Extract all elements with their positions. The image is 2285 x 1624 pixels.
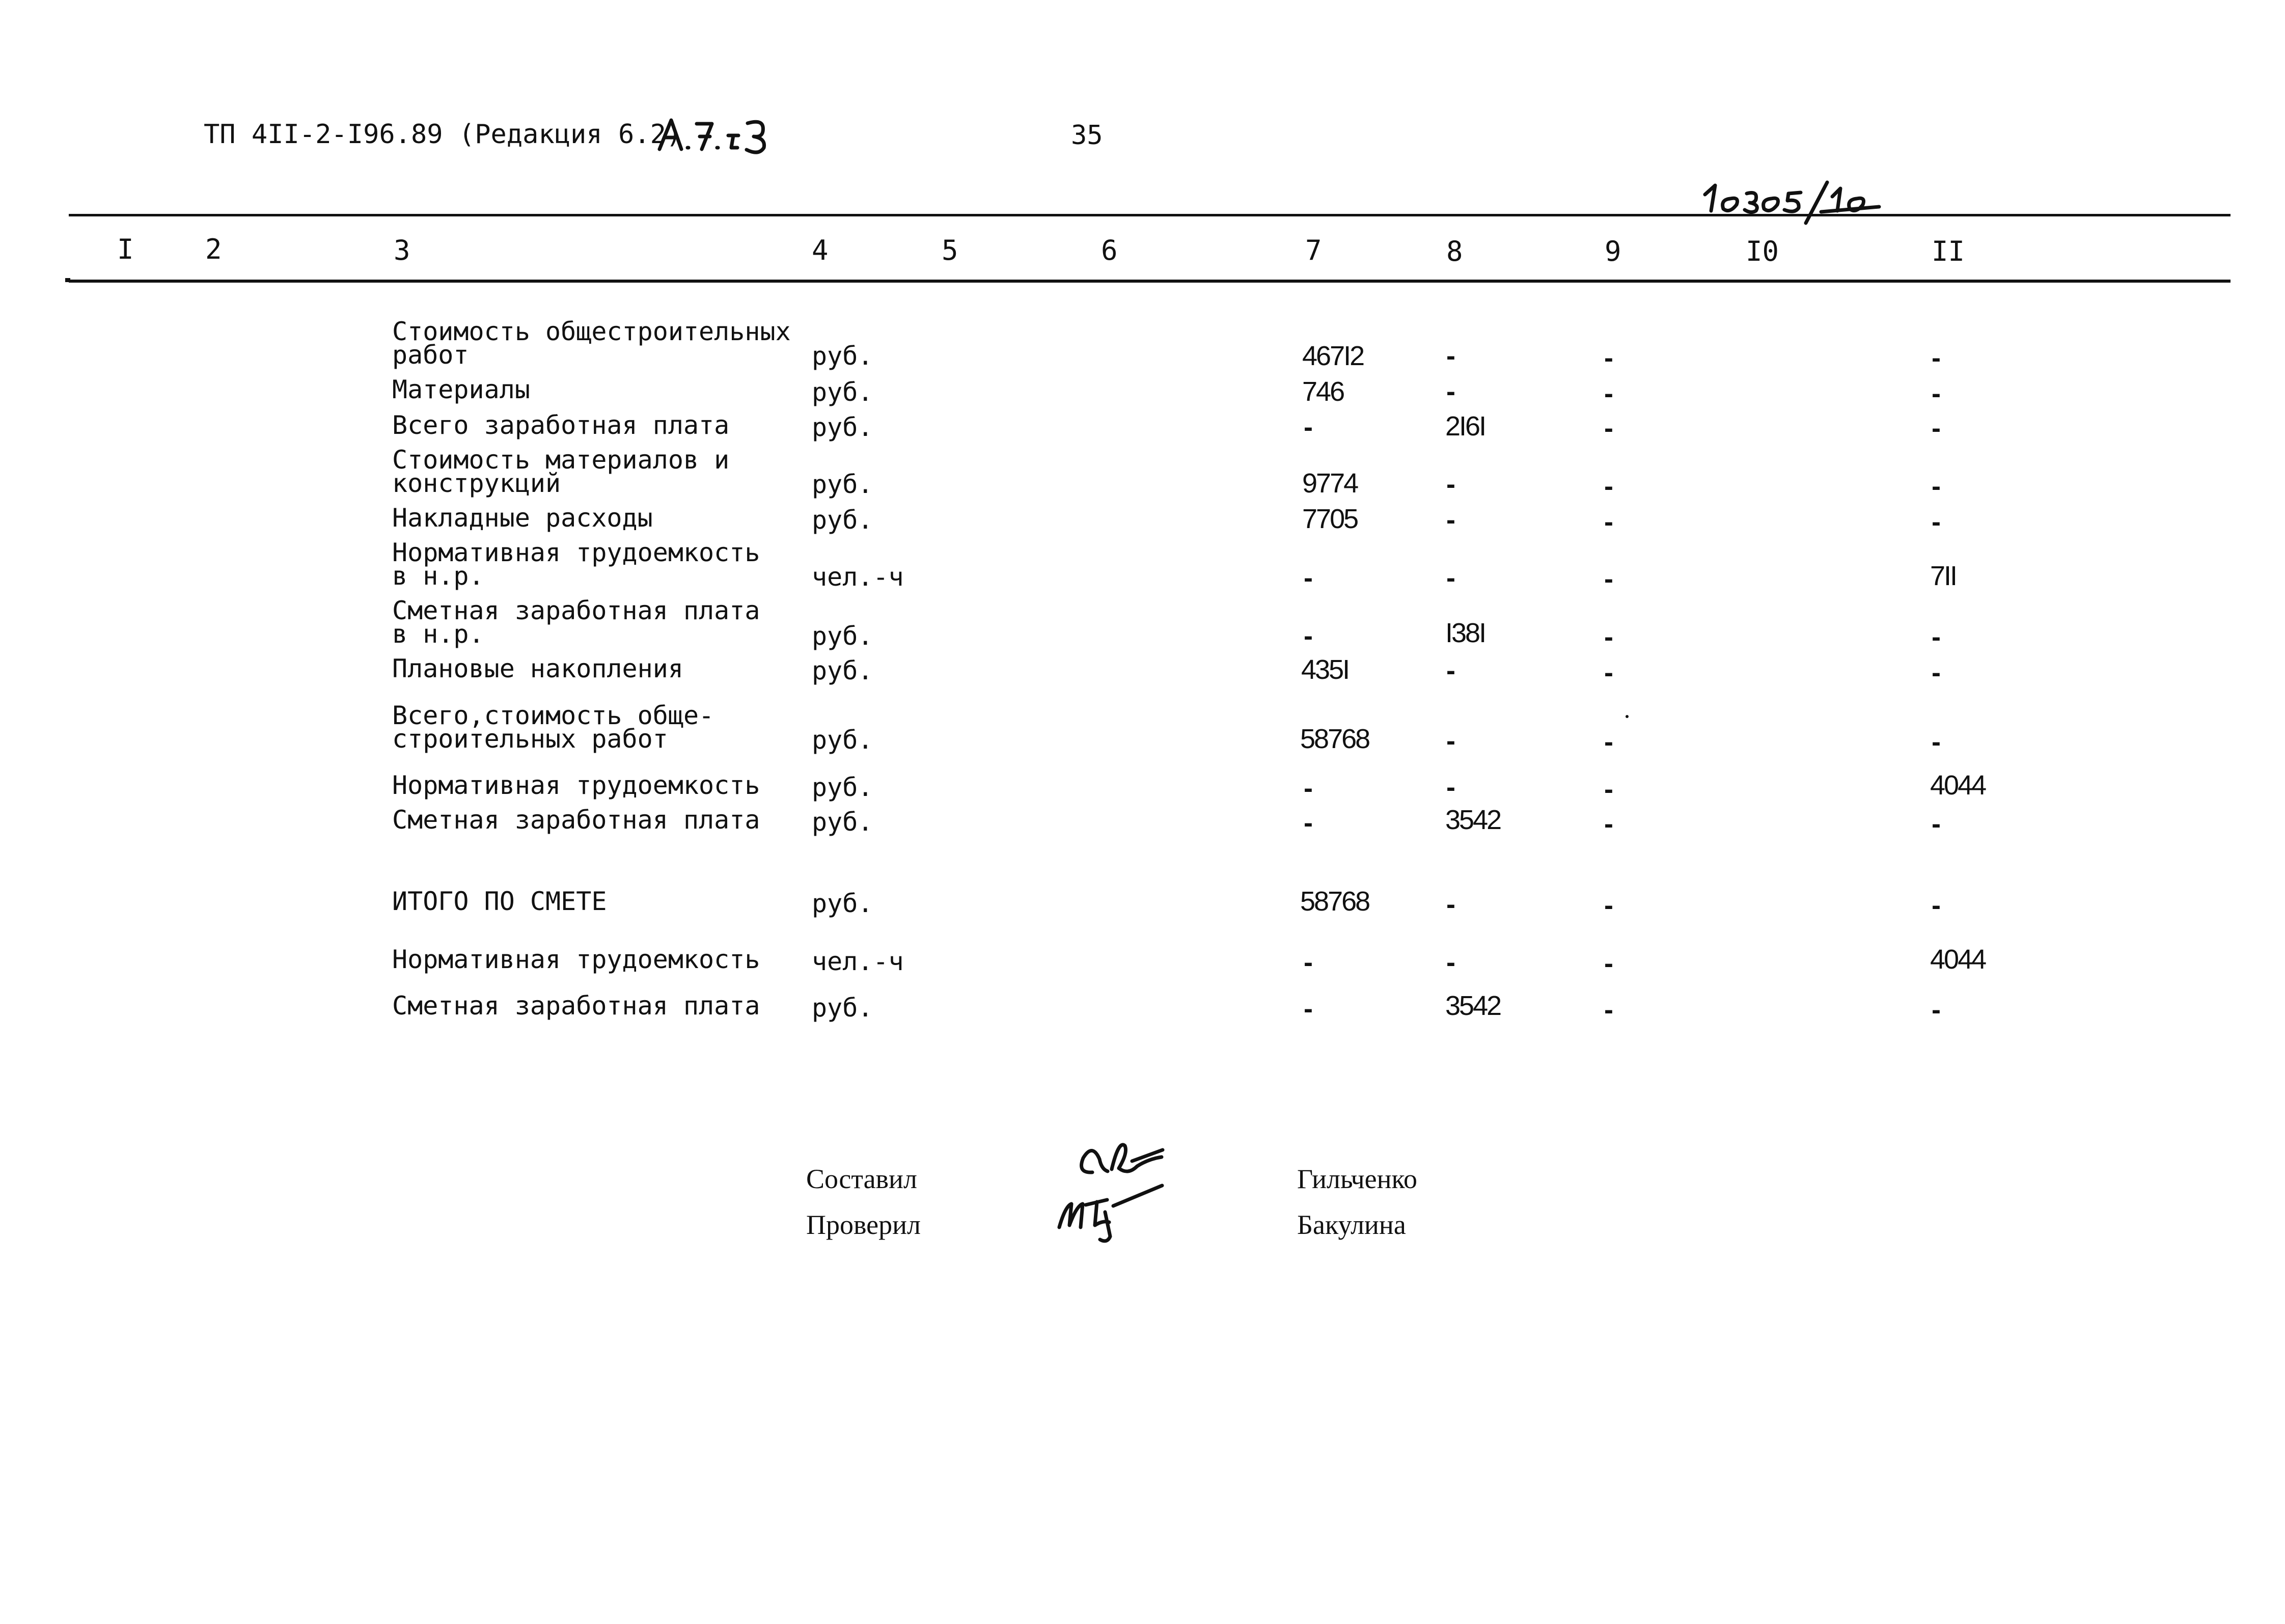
row-unit: руб. [812, 773, 873, 802]
cell-col9: - [1604, 413, 1613, 444]
cell-col8: - [1446, 772, 1455, 803]
compiled-by-label: Составил [806, 1164, 917, 1194]
cell-col9: - [1604, 657, 1613, 688]
cell-col8: - [1446, 469, 1455, 500]
cell-col9: - [1604, 343, 1613, 373]
cell-col11: - [1932, 890, 1941, 921]
cell-col8: - [1446, 341, 1455, 371]
column-number-4: 4 [812, 234, 829, 266]
cell-col9: - [1604, 471, 1613, 502]
table-top-rule [69, 214, 2231, 216]
cell-col11: - [1932, 378, 1941, 409]
cell-col8: 3542 [1445, 990, 1501, 1021]
cell-col8: - [1446, 726, 1455, 756]
row-label: Нормативная трудоемкость в н.р. [392, 538, 760, 591]
cell-col7: - [1304, 563, 1313, 593]
row-label: Всего,стоимость обще- строительных работ [392, 701, 714, 754]
column-number-2: 2 [205, 233, 222, 265]
row-label: Накладные расходы [392, 503, 653, 533]
table-header-rule [69, 280, 2231, 283]
stamp-number [1701, 179, 1889, 225]
checker-signature [1054, 1176, 1171, 1248]
cell-col8: - [1446, 655, 1455, 686]
cell-col9: - [1604, 948, 1613, 979]
column-number-9: 9 [1605, 235, 1621, 267]
cell-col11: - [1932, 727, 1941, 757]
cell-col8: - [1446, 505, 1455, 535]
cell-col9: - [1604, 995, 1613, 1025]
row-label: Нормативная трудоемкость [392, 770, 760, 800]
cell-col11: 4044 [1930, 770, 1986, 801]
cell-col11: - [1932, 507, 1941, 537]
cell-col7: 9774 [1302, 468, 1358, 499]
row-unit: руб. [812, 889, 873, 918]
cell-col7: - [1304, 947, 1313, 978]
cell-col11: - [1932, 995, 1941, 1025]
cell-col8: 3542 [1445, 805, 1501, 835]
row-label: Нормативная трудоемкость [392, 945, 760, 974]
row-unit: руб. [812, 807, 873, 837]
row-label: Всего заработная плата [392, 410, 730, 440]
cell-col9: - [1604, 622, 1613, 652]
cell-col7: - [1304, 994, 1313, 1024]
cell-col7: 467I2 [1302, 341, 1364, 371]
cell-col9: - [1604, 507, 1613, 537]
cell-col7: 58768 [1300, 724, 1369, 754]
column-number-7: 7 [1305, 234, 1322, 266]
row-label: Стоимость материалов и конструкций [392, 445, 730, 498]
cell-col9: - [1604, 564, 1613, 594]
cell-col9: - [1604, 378, 1613, 409]
column-number-5: 5 [942, 234, 958, 266]
row-unit: руб. [812, 725, 873, 755]
row-unit: руб. [812, 470, 873, 499]
cell-col7: - [1304, 808, 1313, 838]
row-label: Сметная заработная плата [392, 991, 760, 1021]
cell-col11: - [1932, 657, 1941, 688]
cell-col11: - [1932, 343, 1941, 373]
column-number-3: 3 [394, 234, 410, 266]
cell-col7: - [1304, 621, 1313, 651]
cell-col11: - [1932, 622, 1941, 652]
compiled-by-name: Гильченко [1297, 1164, 1418, 1194]
cell-col11: - [1932, 471, 1941, 502]
column-number-1: I [117, 233, 134, 265]
page-number: 35 [1071, 120, 1103, 151]
column-number-6: 6 [1101, 234, 1118, 266]
cell-col8: - [1446, 947, 1455, 978]
cell-col8: - [1446, 376, 1455, 407]
handwritten-reference [657, 116, 779, 157]
cell-col7: 58768 [1300, 886, 1369, 917]
cell-col8: - [1446, 889, 1455, 920]
row-unit: руб. [812, 341, 873, 371]
row-label: ИТОГО ПО СМЕТЕ [392, 887, 607, 916]
row-unit: руб. [812, 377, 873, 407]
cell-col9: - [1604, 890, 1613, 921]
row-label: Стоимость общестроительных работ [392, 317, 791, 370]
row-unit: руб. [812, 656, 873, 685]
cell-col7: - [1304, 412, 1313, 443]
cell-col11: 4044 [1930, 944, 1986, 975]
cell-col7: 746 [1302, 376, 1344, 407]
cell-col7: - [1304, 773, 1313, 804]
cell-col8: - [1446, 563, 1455, 593]
cell-col9: - [1604, 727, 1613, 757]
cell-col11: 7II [1930, 561, 1957, 591]
row-unit: чел.-ч [812, 947, 904, 976]
column-number-10: I0 [1746, 235, 1779, 267]
cell-col7: 435I [1301, 654, 1349, 685]
cell-col7: 7705 [1302, 504, 1358, 534]
cell-col9: - [1604, 774, 1613, 805]
cell-col8: I38I [1445, 618, 1485, 648]
column-number-11: II [1932, 235, 1965, 267]
row-unit: руб. [812, 993, 873, 1023]
row-unit: руб. [812, 412, 873, 442]
row-unit: руб. [812, 505, 873, 535]
row-label: Материалы [392, 375, 530, 404]
cell-col9: - [1604, 809, 1613, 839]
cell-col11: - [1932, 413, 1941, 444]
stray-mark [1626, 715, 1629, 718]
column-number-8: 8 [1446, 235, 1463, 267]
document-code: ТП 4II-2-I96.89 (Редакция 6.2) [204, 119, 682, 150]
row-unit: чел.-ч [812, 562, 904, 592]
checked-by-name: Бакулина [1297, 1209, 1406, 1240]
row-unit: руб. [812, 621, 873, 651]
checked-by-label: Проверил [806, 1209, 921, 1240]
row-label: Плановые накопления [392, 654, 683, 683]
cell-col8: 2I6I [1445, 411, 1485, 442]
cell-col11: - [1932, 809, 1941, 839]
margin-tick [65, 278, 70, 282]
row-label: Сметная заработная плата в н.р. [392, 596, 760, 649]
row-label: Сметная заработная плата [392, 805, 760, 835]
